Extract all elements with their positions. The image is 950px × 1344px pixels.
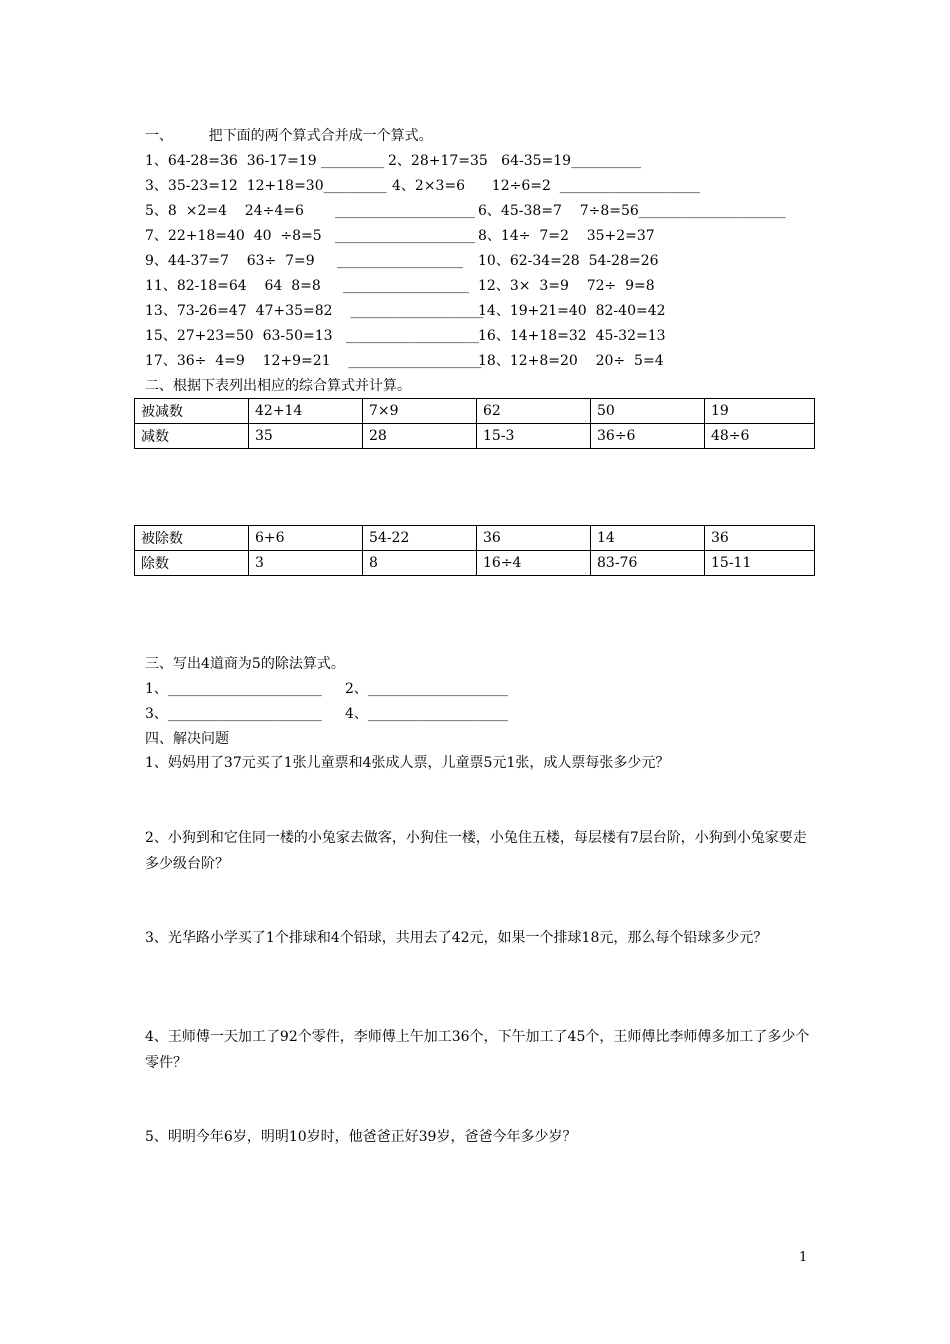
s1-row-7-left: 13、73-26=47 47+35=82 ___________________ [145,303,484,319]
s1-row-7-right: 14、19+21=40 82-40=42 [478,303,666,319]
s1-row-3-left: 5、8 ×2=4 24÷4=6 ____________________ [145,203,476,219]
division-table [134,525,815,576]
s1-row-5-left: 9、44-37=7 63÷ 7=9 __________________ [145,253,463,269]
s1-row-1-right: 2、28+17=35 64-35=19__________ [388,153,642,169]
table-cell: 36÷6 [591,424,705,449]
table-cell: 除数 [135,551,249,576]
table-row [135,399,815,424]
problem-1: 1、妈妈用了37元买了1张儿童票和4张成人票，儿童票5元1张，成人票每张多少元？ [145,755,670,771]
table-cell: 3 [249,551,363,576]
table-cell: 15-3 [477,424,591,449]
table-cell: 28 [363,424,477,449]
problem-3: 3、光华路小学买了1个排球和4个铅球，共用去了42元，如果一个排球18元，那么每个铅球多少元？ [145,930,768,946]
table-cell: 54-22 [363,526,477,551]
table-cell: 6+6 [249,526,363,551]
s3-row-2-left: 3、______________________ [145,706,322,722]
section-1-title: 一、 把下面的两个算式合并成一个算式。 [145,128,433,144]
s1-row-8-left: 15、27+23=50 63-50=13 ___________________ [145,328,479,344]
problem-2: 2、小狗到和它住同一楼的小兔家去做客，小狗住一楼，小兔住五楼，每层楼有7层台阶，小狗到小兔家要走多少级台阶？ [145,830,807,872]
problem-4: 4、王师傅一天加工了92个零件，李师傅上午加工36个，下午加工了45个，王师傅比李师傅多加工了多少个零件？ [145,1029,810,1071]
table-row [135,424,815,449]
s3-row-2-right: 4、____________________ [345,706,508,722]
table-cell: 15-11 [705,551,815,576]
s1-row-9-right: 18、12+8=20 20÷ 5=4 [478,353,664,369]
section-2-title: 二、根据下表列出相应的综合算式并计算。 [145,378,411,394]
s1-row-5-right: 10、62-34=28 54-28=26 [478,253,659,269]
table-cell: 被减数 [135,399,249,424]
s1-row-9-left: 17、36÷ 4=9 12+9=21 ___________________ [145,353,482,369]
table-cell: 48÷6 [705,424,815,449]
table-cell: 8 [363,551,477,576]
s1-row-2-right: 4、2×3=6 12÷6=2 ____________________ [392,178,700,194]
table-cell: 36 [705,526,815,551]
page-number: 1 [799,1250,808,1265]
s3-row-1-right: 2、____________________ [345,681,508,697]
table-cell: 36 [477,526,591,551]
problem-5: 5、明明今年6岁，明明10岁时，他爸爸正好39岁，爸爸今年多少岁？ [145,1129,577,1145]
table-row [135,526,815,551]
table-cell: 减数 [135,424,249,449]
table-cell: 42+14 [249,399,363,424]
table-cell: 被除数 [135,526,249,551]
s1-row-6-left: 11、82-18=64 64 8=8 __________________ [145,278,470,294]
table-cell: 16÷4 [477,551,591,576]
table-cell: 83-76 [591,551,705,576]
s1-row-6-right: 12、3× 3=9 72÷ 9=8 [478,278,655,294]
table-cell: 50 [591,399,705,424]
table-cell: 35 [249,424,363,449]
section-4-title: 四、解决问题 [145,731,229,747]
subtraction-table [134,398,815,449]
s1-row-4-left: 7、22+18=40 40 ÷8=5 ____________________ [145,228,476,244]
section-3-title: 三、写出4道商为5的除法算式。 [145,656,345,672]
table-row [135,551,815,576]
table-cell: 62 [477,399,591,424]
s3-row-1-left: 1、______________________ [145,681,322,697]
s1-row-8-right: 16、14+18=32 45-32=13 [478,328,666,344]
s1-row-4-right: 8、14÷ 7=2 35+2=37 [478,228,655,244]
table-cell: 19 [705,399,815,424]
table-cell: 7×9 [363,399,477,424]
s1-row-3-right: 6、45-38=7 7÷8=56_____________________ [478,203,786,219]
table-cell: 14 [591,526,705,551]
s1-row-1-left: 1、64-28=36 36-17=19 _________ [145,153,385,169]
s1-row-2-left: 3、35-23=12 12+18=30_________ [145,178,387,194]
